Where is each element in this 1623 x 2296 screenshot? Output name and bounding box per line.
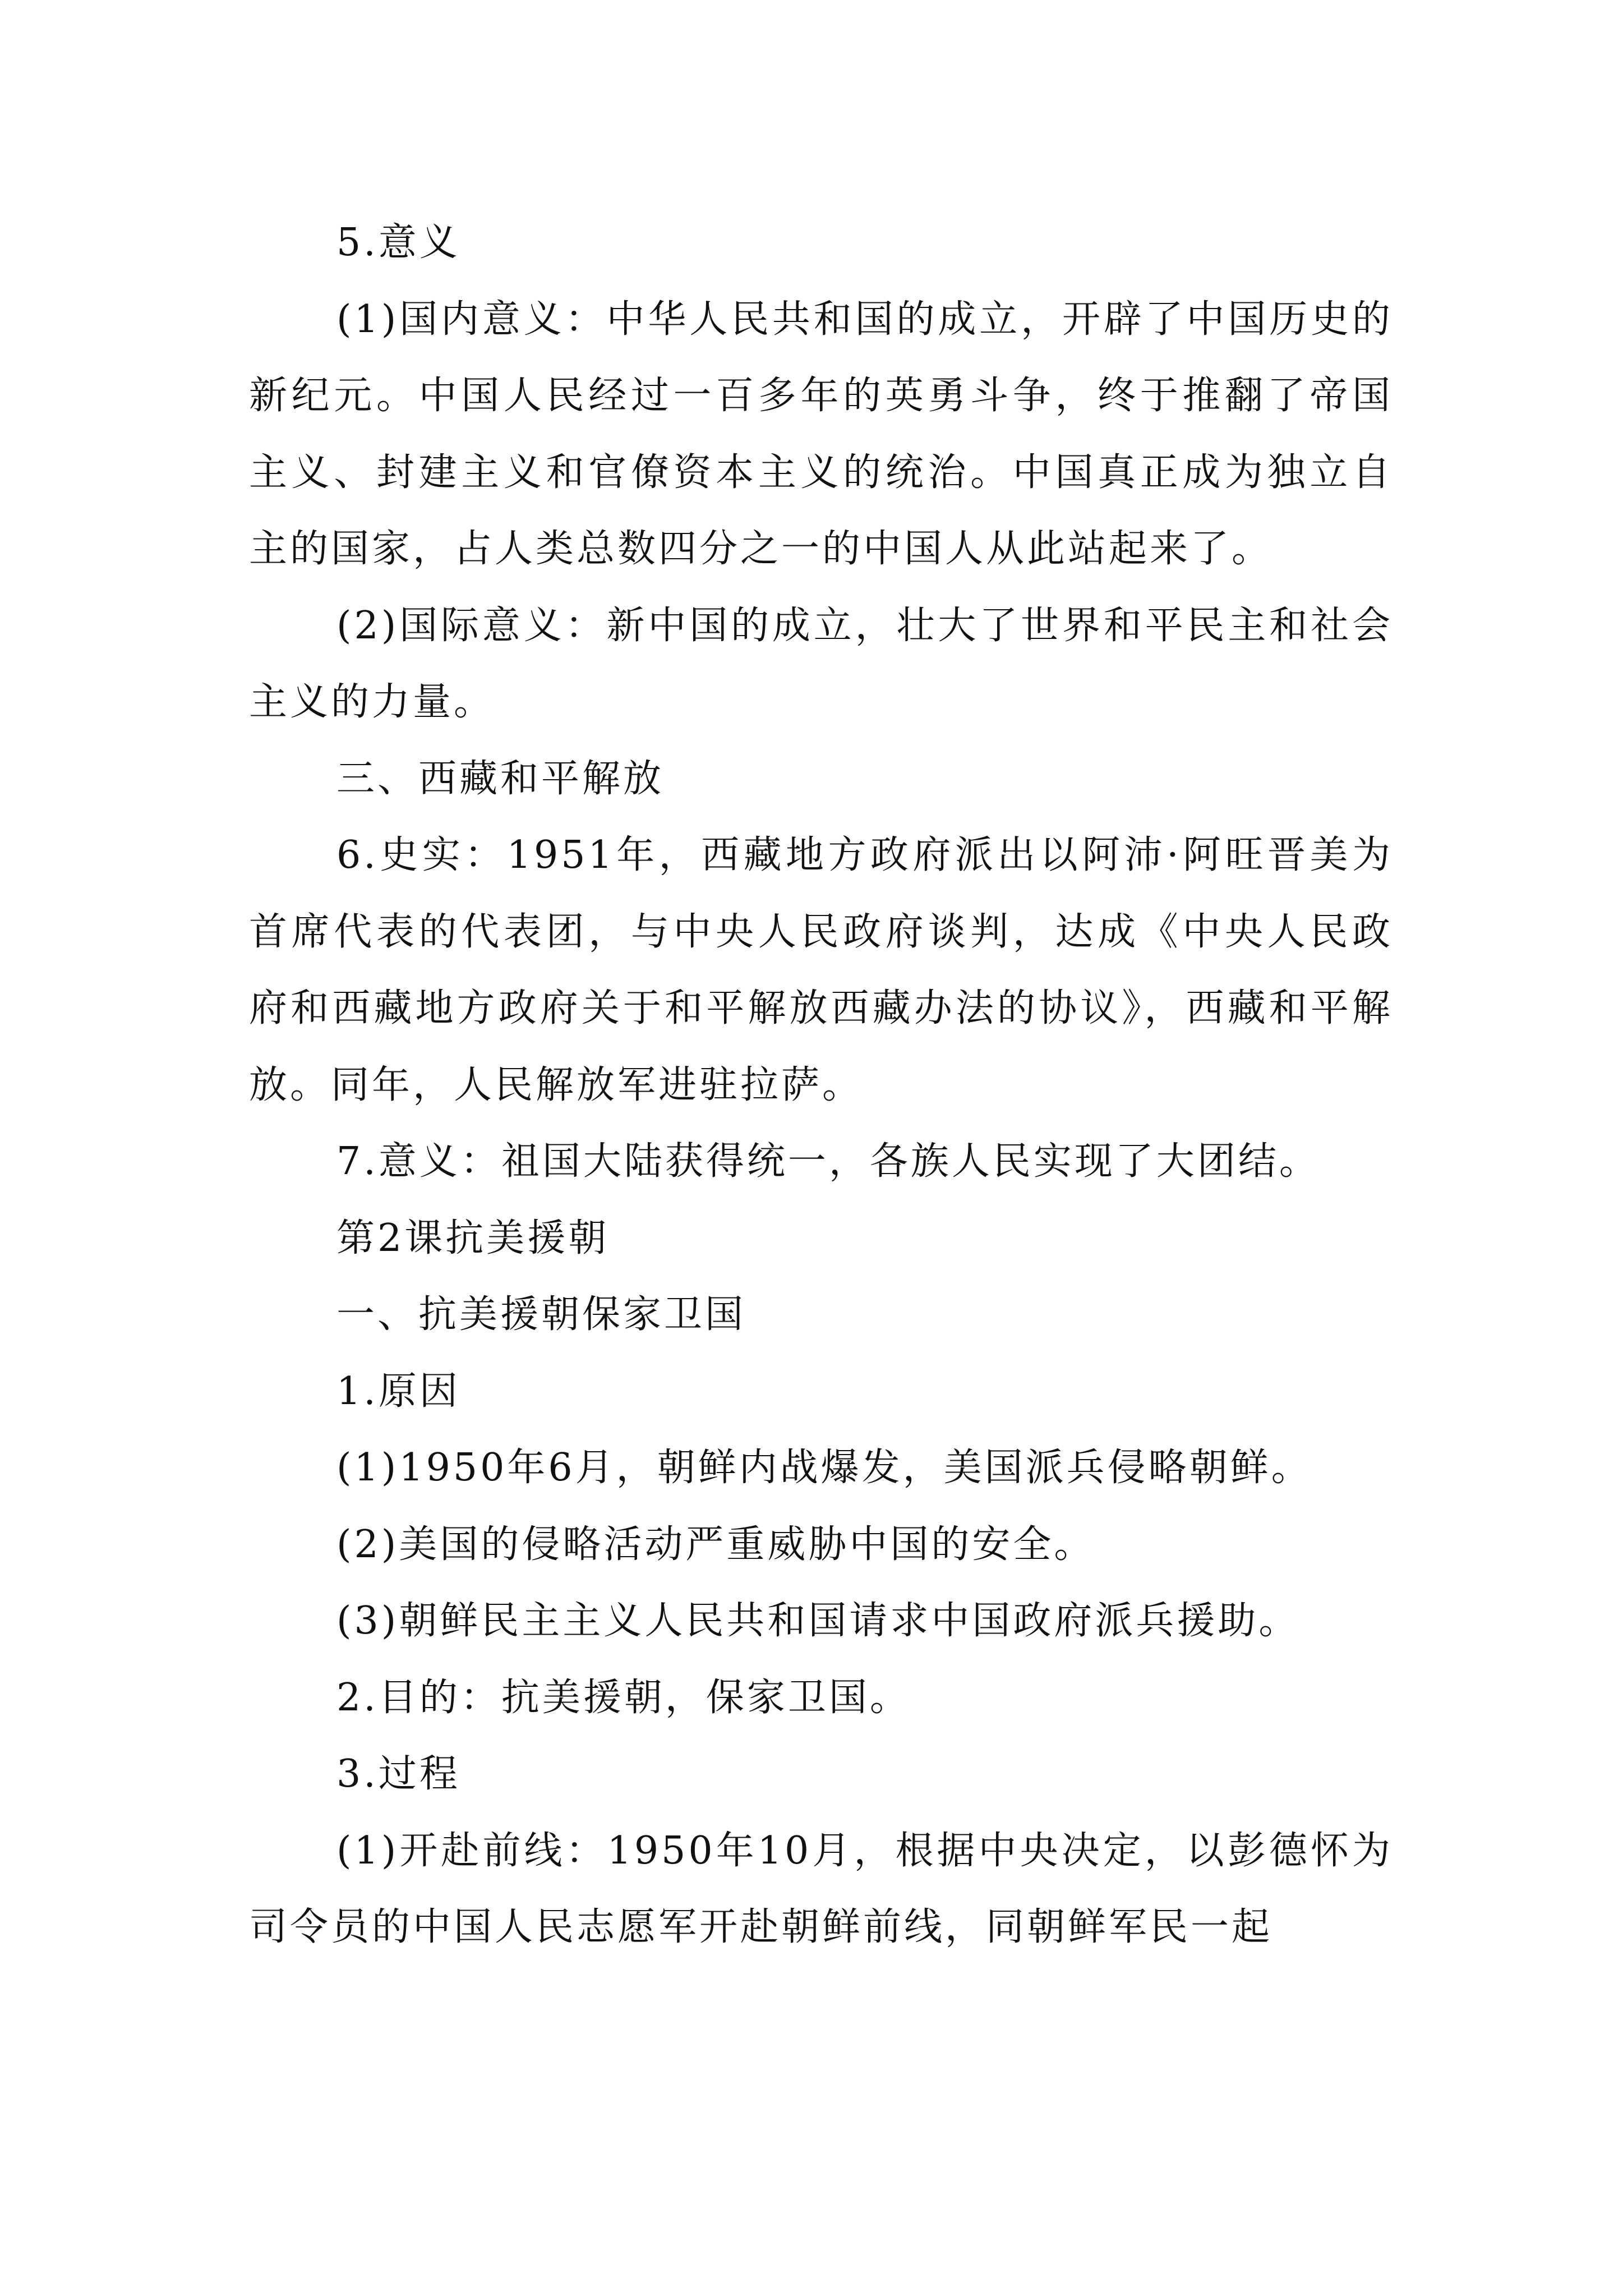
paragraph-domestic-significance: (1)国内意义：中华人民共和国的成立，开辟了中国历史的新纪元。中国人民经过一百多年的英勇斗争，终于推翻了帝国主义、封建主义和官僚资本主义的统治。中国真正成为独立自主的国家，占人类总数四分之一的中国人从此站起来了。	[249, 297, 1393, 571]
paragraph-process-1: (1)开赴前线：1950年10月，根据中央决定，以彭德怀为司令员的中国人民志愿军开赴朝鲜前线，同朝鲜军民一起	[249, 1828, 1393, 1949]
heading-causes: 1.原因	[336, 1369, 460, 1414]
document-body	[249, 205, 1393, 1966]
list-item-cause-1: (1)1950年6月，朝鲜内战爆发，美国派兵侵略朝鲜。	[336, 1446, 1312, 1490]
paragraph-purpose: 2.目的：抗美援朝，保家卫国。	[336, 1675, 911, 1720]
paragraph-tibet-significance: 7.意义：祖国大陆获得统一，各族人民实现了大团结。	[336, 1139, 1320, 1184]
heading-process: 3.过程	[336, 1752, 460, 1796]
paragraph-international-significance: (2)国际意义：新中国的成立，壮大了世界和平民主和社会主义的力量。	[249, 603, 1393, 724]
paragraph-tibet-facts: 6.史实：1951年，西藏地方政府派出以阿沛·阿旺晋美为首席代表的代表团，与中央人民政府谈判，达成《中央人民政府和西藏地方政府关于和平解放西藏办法的协议》，西藏和平解放。同年，人民解放军进驻拉萨。	[249, 833, 1393, 1107]
section-heading-tibet: 三、西藏和平解放	[336, 756, 665, 801]
heading-significance: 5.意义	[336, 220, 460, 265]
list-item-cause-2: (2)美国的侵略活动严重威胁中国的安全。	[336, 1522, 1095, 1567]
lesson-title: 第2课抗美援朝	[336, 1216, 610, 1260]
list-item-cause-3: (3)朝鲜民主主义人民共和国请求中国政府派兵援助。	[336, 1599, 1300, 1643]
section-heading-korea: 一、抗美援朝保家卫国	[336, 1292, 746, 1337]
